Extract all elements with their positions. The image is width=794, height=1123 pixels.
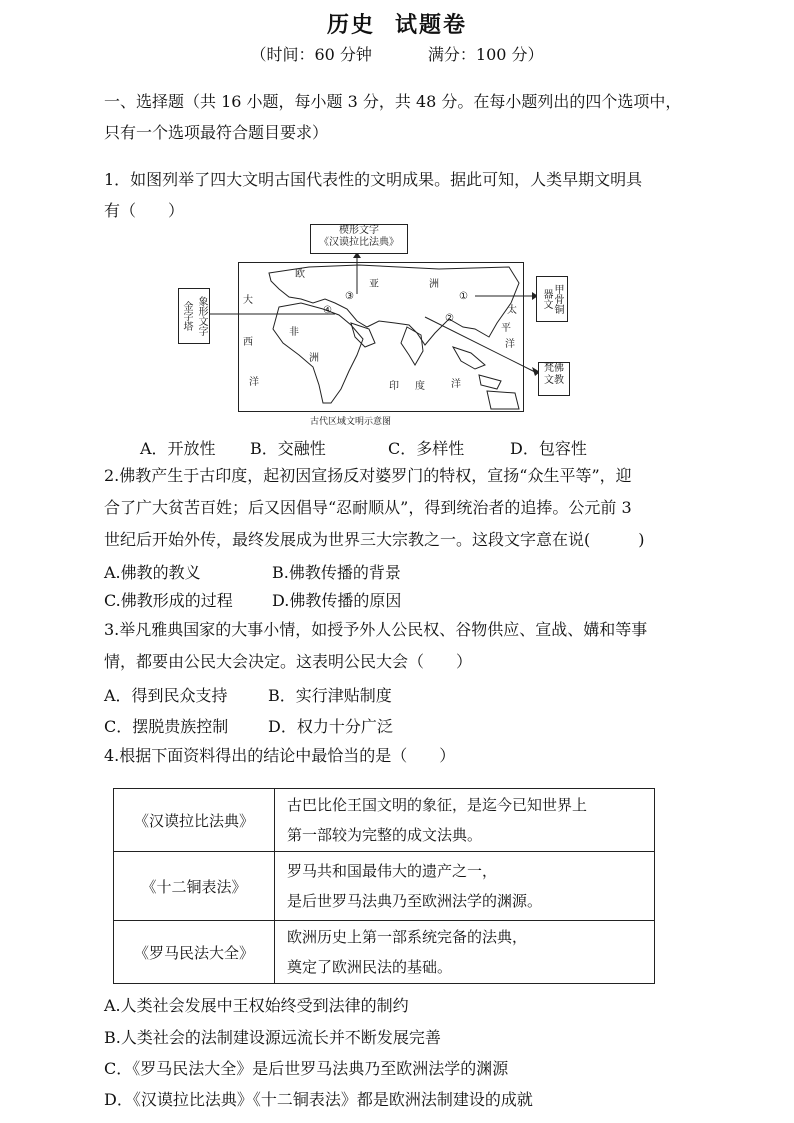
question-2-stem-cont2: 世纪后开始外传，最终发展成为世界三大宗教之一。这段文字意在说( ) <box>104 530 645 549</box>
label-fei: 非 <box>289 327 299 338</box>
label-europe: 欧 <box>295 269 305 280</box>
law-desc <box>275 921 655 984</box>
page-title <box>0 8 794 39</box>
label-yang-indian: 洋 <box>451 379 461 390</box>
law-desc-line2: 是后世罗马法典乃至欧洲法学的渊源。 <box>287 892 543 910</box>
callout-cuneiform <box>310 224 408 254</box>
q3-option-b[interactable]: B．实行津贴制度 <box>268 686 392 705</box>
q2-option-c[interactable]: C.佛教形成的过程 <box>104 591 233 610</box>
exam-score: 满分：100 分） <box>427 45 544 64</box>
label-yin: 印 <box>389 381 399 392</box>
label-tai: 太 <box>507 305 517 316</box>
q3-option-a[interactable]: A．得到民众支持 <box>104 686 228 705</box>
marker-1: ① <box>459 291 468 302</box>
callout-oracle-text: 甲骨铜器文 <box>541 284 563 314</box>
law-name: 《十二铜表法》 <box>114 852 275 921</box>
marker-3: ③ <box>345 291 354 302</box>
label-ping: 平 <box>501 323 511 334</box>
q2-option-d[interactable]: D.佛教传播的原因 <box>272 591 402 610</box>
label-yang-pacific: 洋 <box>505 339 515 350</box>
islands-shape-2 <box>479 375 501 389</box>
australia-shape <box>487 391 519 409</box>
exam-time: （时间：60 分钟 <box>250 45 372 64</box>
q2-option-b[interactable]: B.佛教传播的背景 <box>272 563 401 582</box>
question-2-stem-cont1: 合了广大贫苦百姓；后又因倡导“忍耐顺从”，得到统治者的追捧。公元前 3 <box>104 498 632 517</box>
marker-2: ② <box>445 313 454 324</box>
law-desc-line1: 古巴比伦王国文明的象征，是迄今已知世界上 <box>287 796 588 814</box>
law-desc-line2: 第一部较为完整的成文法典。 <box>287 826 483 844</box>
table-row <box>114 789 655 852</box>
label-yang-atlantic: 洋 <box>249 377 259 388</box>
marker-4: ④ <box>323 305 332 316</box>
q4-option-c[interactable]: C．《罗马民法大全》是后世罗马法典乃至欧洲法学的渊源 <box>104 1059 509 1078</box>
label-da: 大 <box>243 295 253 306</box>
callout-india-line1: 梵佛 <box>544 363 564 374</box>
table-row <box>114 921 655 984</box>
section-heading-cont: 只有一个选项最符合题目要求） <box>104 123 329 142</box>
q1-option-c[interactable]: C．多样性 <box>388 439 465 458</box>
label-asia-1: 亚 <box>369 279 379 290</box>
callout-india-line2: 文教 <box>544 375 564 386</box>
table-row <box>114 852 655 921</box>
q4-option-b[interactable]: B.人类社会的法制建设源远流长并不断发展完善 <box>104 1028 441 1047</box>
question-4-stem: 4.根据下面资料得出的结论中最恰当的是（ ） <box>104 746 456 765</box>
callout-cuneiform-line2: 《汉谟拉比法典》 <box>319 237 399 248</box>
law-table <box>113 788 655 984</box>
question-1-stem-cont: 有（ ） <box>104 201 185 220</box>
q1-option-d[interactable]: D．包容性 <box>510 439 587 458</box>
islands-shape <box>453 347 485 369</box>
label-du: 度 <box>415 381 425 392</box>
title-paper: 试题卷 <box>395 12 468 38</box>
question-3-stem-cont: 情，都要由公民大会决定。这表明公民大会（ ） <box>104 652 473 671</box>
label-africa-zhou: 洲 <box>309 353 319 364</box>
q4-option-a[interactable]: A.人类社会发展中王权始终受到法律的制约 <box>104 996 409 1015</box>
question-1-stem: 1．如图列举了四大文明古国代表性的文明成果。据此可知，人类早期文明具 <box>104 170 643 189</box>
q3-option-d[interactable]: D．权力十分广泛 <box>268 717 393 736</box>
callout-egypt <box>178 288 210 344</box>
exam-meta <box>0 42 794 65</box>
q2-option-a[interactable]: A.佛教的教义 <box>104 563 201 582</box>
q4-option-d[interactable]: D．《汉谟拉比法典》《十二铜表法》都是欧洲法制建设的成就 <box>104 1090 533 1109</box>
callout-egypt-pyramid: 金字塔 <box>181 301 192 331</box>
law-name: 《汉谟拉比法典》 <box>114 789 275 852</box>
q1-option-a[interactable]: A．开放性 <box>140 439 216 458</box>
law-desc-line2: 奠定了欧洲民法的基础。 <box>287 958 453 976</box>
map-caption: 古代区域文明示意图 <box>310 417 392 427</box>
title-subject: 历史 <box>326 12 375 38</box>
world-map <box>238 262 524 412</box>
q3-option-c[interactable]: C．摆脱贵族控制 <box>104 717 229 736</box>
law-desc <box>275 789 655 852</box>
continents-svg <box>239 263 523 411</box>
label-asia-2: 洲 <box>429 279 439 290</box>
law-desc-line1: 欧洲历史上第一部系统完备的法典， <box>287 928 528 946</box>
callout-egypt-hieroglyph: 象形文字 <box>196 296 207 336</box>
section-heading: 一、选择题（共 16 小题，每小题 3 分，共 48 分。在每小题列出的四个选项中， <box>104 92 682 111</box>
civilization-map-figure <box>170 222 570 432</box>
india-shape <box>401 327 423 365</box>
q1-option-b[interactable]: B．交融性 <box>250 439 326 458</box>
question-3-stem: 3.举凡雅典国家的大事小情，如授予外人公民权、谷物供应、宣战、媾和等事 <box>104 620 648 639</box>
law-desc-line1: 罗马共和国最伟大的遗产之一， <box>287 862 498 880</box>
question-2-stem: 2.佛教产生于古印度，起初因宣扬反对婆罗门的特权，宣扬“众生平等”，迎 <box>104 466 632 485</box>
callout-cuneiform-line1: 楔形文字 <box>339 225 379 236</box>
label-xi: 西 <box>243 337 253 348</box>
callout-india <box>538 362 570 396</box>
law-name: 《罗马民法大全》 <box>114 921 275 984</box>
callout-oracle <box>536 276 568 322</box>
law-desc <box>275 852 655 921</box>
arabia-shape <box>351 323 375 347</box>
